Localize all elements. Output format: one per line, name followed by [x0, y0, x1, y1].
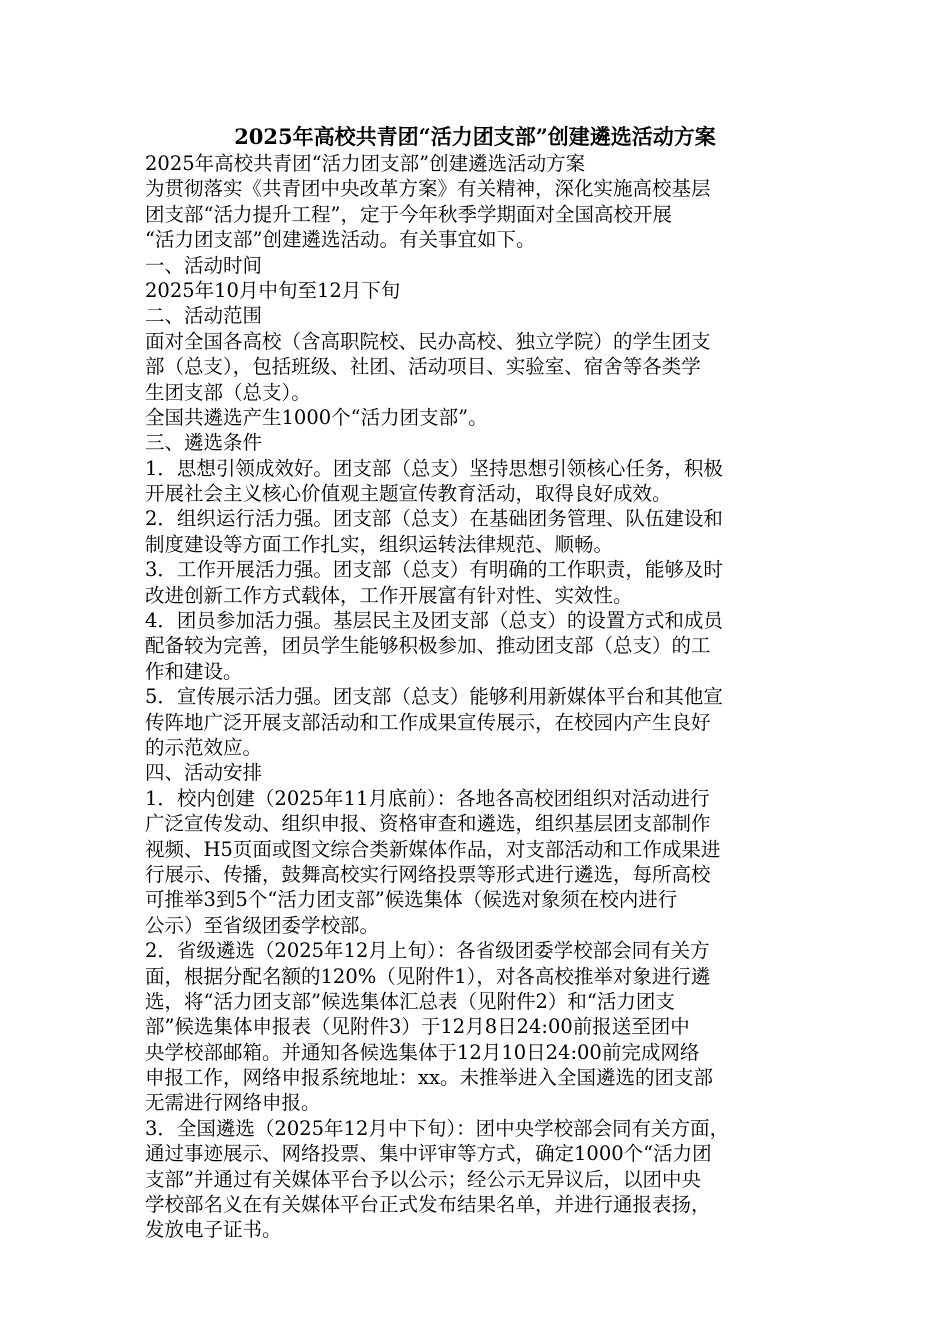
body-line: 公示）至省级团委学校部。: [145, 913, 380, 937]
body-line: 配备较为完善，团员学生能够积极参加、推动团支部（总支）的工: [145, 634, 711, 658]
body-line: 二、活动范围: [145, 304, 263, 328]
body-line: 的示范效应。: [145, 735, 263, 759]
body-line: 央学校部邮箱。并通知各候选集体于12月10日24:00前完成网络: [145, 1040, 700, 1064]
body-line: 1．校内创建（2025年11月底前）：各地各高校团组织对活动进行: [145, 786, 710, 810]
body-line: 可推举3到5个“活力团支部”候选集体（候选对象须在校内进行: [145, 888, 678, 912]
body-line: 部”候选集体申报表（见附件3）于12月8日24:00前报送至团中: [145, 1015, 690, 1039]
body-line: 视频、H5页面或图文综合类新媒体作品，对支部活动和工作成果进: [145, 837, 721, 861]
body-line: 三、遴选条件: [145, 431, 263, 455]
body-line: 5．宣传展示活力强。团支部（总支）能够利用新媒体平台和其他宣: [145, 685, 723, 709]
body-line: “活力团支部”创建遴选活动。有关事宜如下。: [145, 228, 536, 252]
body-line: 通过事迹展示、网络投票、集中评审等方式，确定1000个“活力团: [145, 1142, 712, 1166]
body-line: 申报工作，网络申报系统地址：xx。未推举进入全国遴选的团支部: [145, 1066, 713, 1090]
body-line: 3．全国遴选（2025年12月中下旬）：团中央学校部会同有关方面，: [145, 1116, 730, 1140]
body-line: 传阵地广泛开展支部活动和工作成果宣传展示，在校园内产生良好: [145, 710, 711, 734]
body-line: 选，将“活力团支部”候选集体汇总表（见附件2）和“活力团支: [145, 989, 675, 1013]
body-line: 一、活动时间: [145, 253, 263, 277]
body-line: 开展社会主义核心价值观主题宣传教育活动，取得良好成效。: [145, 482, 672, 506]
body-line: 广泛宣传发动、组织申报、资格审查和遴选，组织基层团支部制作: [145, 812, 711, 836]
body-line: 团支部“活力提升工程”，定于今年秋季学期面对全国高校开展: [145, 202, 672, 226]
body-line: 1．思想引领成效好。团支部（总支）坚持思想引领核心任务，积极: [145, 456, 723, 480]
body-line: 改进创新工作方式载体，工作开展富有针对性、实效性。: [145, 583, 633, 607]
body-line: 面，根据分配名额的120%（见附件1），对各高校推举对象进行遴: [145, 964, 711, 988]
document-title: 2025年高校共青团“活力团支部”创建遴选活动方案: [234, 124, 716, 149]
body-line: 行展示、传播，鼓舞高校实行网络投票等形式进行遴选，每所高校: [145, 862, 711, 886]
body-line: 面对全国各高校（含高职院校、民办高校、独立学院）的学生团支: [145, 329, 711, 353]
body-line: 3．工作开展活力强。团支部（总支）有明确的工作职责，能够及时: [145, 558, 723, 582]
body-line: 4．团员参加活力强。基层民主及团支部（总支）的设置方式和成员: [145, 609, 723, 633]
body-line: 2025年10月中旬至12月下旬: [145, 278, 401, 302]
body-line: 制度建设等方面工作扎实，组织运转法律规范、顺畅。: [145, 532, 614, 556]
body-line: 部（总支），包括班级、社团、活动项目、实验室、宿舍等各类学: [145, 355, 701, 379]
body-line: 支部”并通过有关媒体平台予以公示；经公示无异议后，以团中央: [145, 1167, 701, 1191]
body-line: 全国共遴选产生1000个“活力团支部”。: [145, 405, 488, 429]
body-line: 生团支部（总支）。: [145, 380, 311, 404]
body-line: 2025年高校共青团“活力团支部”创建遴选活动方案: [145, 152, 586, 175]
document-body: [145, 151, 815, 1243]
body-line: 无需进行网络申报。: [145, 1091, 321, 1115]
body-line: 2．组织运行活力强。团支部（总支）在基础团务管理、队伍建设和: [145, 507, 723, 531]
body-line: 发放电子证书。: [145, 1218, 282, 1242]
body-line: 为贯彻落实《共青团中央改革方案》有关精神，深化实施高校基层: [145, 177, 711, 201]
body-line: 作和建设。: [145, 659, 243, 683]
body-line: 学校部名义在有关媒体平台正式发布结果名单，并进行通报表扬，: [145, 1193, 711, 1217]
body-line: 四、活动安排: [145, 761, 263, 785]
body-line: 2．省级遴选（2025年12月上旬）：各省级团委学校部会同有关方: [145, 939, 710, 963]
